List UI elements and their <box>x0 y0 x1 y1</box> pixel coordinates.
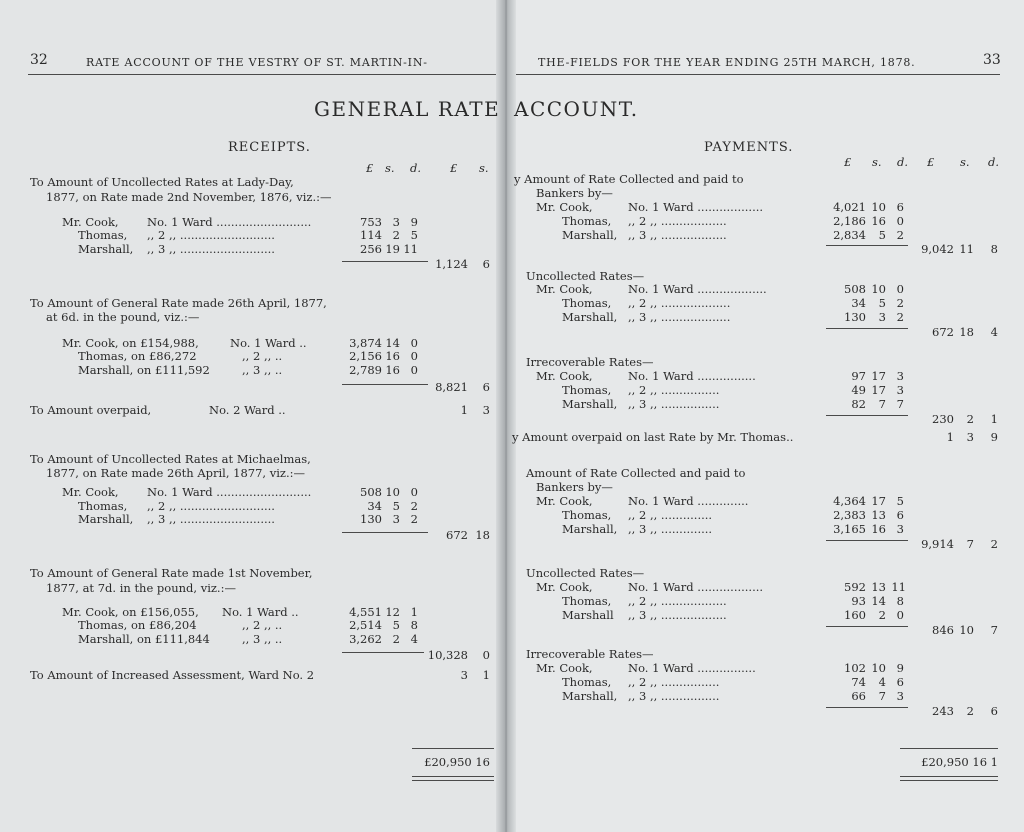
subtotal-shillings: 11 <box>959 242 974 256</box>
row-shillings: 16 <box>385 349 400 363</box>
row-shillings: 14 <box>871 594 886 608</box>
row-name: Mr. Cook, <box>536 369 593 383</box>
header-rule-right <box>516 74 1000 75</box>
row-pence: 0 <box>410 485 418 499</box>
grand-total-rule <box>412 748 494 749</box>
row-pounds: 130 <box>360 512 382 526</box>
col-head-pounds: £ <box>844 155 852 169</box>
subtotal-pence: 7 <box>990 623 998 637</box>
row-name: Mr. Cook, <box>536 200 593 214</box>
row-name: Thomas, <box>78 499 128 513</box>
row-pence: 6 <box>896 508 904 522</box>
row-pence: 0 <box>410 363 418 377</box>
row-shillings: 2 <box>878 608 886 622</box>
subtotal-shillings: 18 <box>475 528 490 542</box>
col-head-total-pounds: £ <box>927 155 935 169</box>
header-rule-left <box>28 74 496 75</box>
title-left-half: GENERAL RATE <box>314 97 501 121</box>
row-ward: No. 1 Ward .................. <box>628 580 764 594</box>
subtotal-shillings: 6 <box>482 380 490 394</box>
row-ward: ,, 2 ,, .................. <box>628 214 727 228</box>
grand-total-double-rule <box>412 776 494 781</box>
subtotal-pounds: 672 <box>446 528 468 542</box>
row-pence: 6 <box>896 675 904 689</box>
row-name: Thomas, <box>562 508 612 522</box>
row-pounds: 82 <box>851 397 866 411</box>
row-shillings: 10 <box>871 200 886 214</box>
subtotal-rule <box>826 245 908 246</box>
row-name: Mr. Cook, <box>536 282 593 296</box>
row-ward: No. 1 Ward .......................... <box>147 215 312 229</box>
col-head-pence: d. <box>410 161 422 175</box>
row-pence: 11 <box>891 580 906 594</box>
row-pence: 9 <box>410 215 418 229</box>
overpaid-label: To Amount overpaid, <box>30 403 152 417</box>
subtotal-rule <box>342 261 428 262</box>
row-ward: ,, 3 ,, .................. <box>628 228 727 242</box>
subtotal-pounds: 846 <box>932 623 954 637</box>
row-ward: No. 1 Ward ................ <box>628 369 756 383</box>
row-pence: 0 <box>896 608 904 622</box>
row-pounds: 2,186 <box>833 214 866 228</box>
row-ward: ,, 3 ,, ................ <box>628 397 720 411</box>
row-name: Marshall, <box>562 397 618 411</box>
row-shillings: 3 <box>392 215 400 229</box>
row-name: Marshall, <box>562 228 618 242</box>
row-pounds: 4,021 <box>833 200 866 214</box>
row-pounds: 2,834 <box>833 228 866 242</box>
row-name: Marshall, <box>78 512 134 526</box>
row-pence: 2 <box>896 296 904 310</box>
row-shillings: 17 <box>871 494 886 508</box>
row-ward: ,, 3 ,, .............. <box>628 522 713 536</box>
title-right-half: ACCOUNT. <box>514 97 639 121</box>
subtotal-pence: 8 <box>990 242 998 256</box>
overpaid-pounds: 1 <box>460 403 468 417</box>
row-ward: ,, 2 ,, .................. <box>628 594 727 608</box>
section-heading: Irrecoverable Rates— <box>526 647 654 661</box>
subtotal-pounds: 10,328 <box>427 648 468 662</box>
overpaid-ward: No. 2 Ward .. <box>209 403 286 417</box>
overpaid-shillings: 3 <box>966 430 974 444</box>
row-shillings: 16 <box>871 214 886 228</box>
increased-assessment-label: To Amount of Increased Assessment, Ward No. 2 <box>30 668 315 682</box>
row-pounds: 592 <box>844 580 866 594</box>
row-ward: No. 1 Ward .......................... <box>147 485 312 499</box>
row-pounds: 508 <box>844 282 866 296</box>
col-head-pounds: £ <box>366 161 374 175</box>
row-pounds: 2,514 <box>349 618 382 632</box>
col-head-pence: d. <box>897 155 909 169</box>
row-ward: ,, 2 ,, .......................... <box>147 499 275 513</box>
col-head-total-pence: d. <box>988 155 1000 169</box>
row-name: Mr. Cook, <box>62 215 119 229</box>
row-pounds: 102 <box>844 661 866 675</box>
subtotal-pounds: 230 <box>932 412 954 426</box>
right-page-number: 33 <box>983 52 1001 68</box>
row-pounds: 3,262 <box>349 632 382 646</box>
subtotal-shillings: 7 <box>966 537 974 551</box>
row-ward: ,, 3 ,, .......................... <box>147 242 275 256</box>
book-gutter <box>496 0 516 832</box>
subtotal-pounds: 672 <box>932 325 954 339</box>
row-ward: No. 1 Ward .............. <box>628 494 749 508</box>
row-pounds: 2,789 <box>349 363 382 377</box>
row-shillings: 4 <box>878 675 886 689</box>
row-name: Mr. Cook, <box>62 485 119 499</box>
overpaid-pence: 9 <box>990 430 998 444</box>
row-pounds: 753 <box>360 215 382 229</box>
right-running-header: THE-FIELDS FOR THE YEAR ENDING 25TH MARCH, 1878. <box>538 56 916 69</box>
subtotal-rule <box>826 415 908 416</box>
row-shillings: 10 <box>871 282 886 296</box>
overpaid-label: y Amount overpaid on last Rate by Mr. Thomas.. <box>512 430 794 444</box>
row-name: Mr. Cook, on £154,988, <box>62 336 199 350</box>
section-heading: Uncollected Rates— <box>526 269 645 283</box>
row-ward: ,, 3 ,, ................... <box>628 310 731 324</box>
row-name: Marshall, <box>562 310 618 324</box>
row-pence: 3 <box>896 689 904 703</box>
row-pounds: 97 <box>851 369 866 383</box>
row-shillings: 17 <box>871 383 886 397</box>
row-pence: 8 <box>896 594 904 608</box>
section-subheading: Bankers by— <box>536 186 613 200</box>
row-name: Mr. Cook, <box>536 580 593 594</box>
row-shillings: 7 <box>878 397 886 411</box>
row-pounds: 4,551 <box>349 605 382 619</box>
row-ward: ,, 2 ,, .. <box>242 618 283 632</box>
subtotal-pence: 4 <box>990 325 998 339</box>
row-pence: 7 <box>896 397 904 411</box>
row-pounds: 2,156 <box>349 349 382 363</box>
row-pence: 11 <box>403 242 418 256</box>
subtotal-rule <box>826 707 908 708</box>
row-ward: No. 1 Ward .. <box>222 605 299 619</box>
row-pence: 0 <box>896 214 904 228</box>
row-pence: 5 <box>896 494 904 508</box>
section-heading: Irrecoverable Rates— <box>526 355 654 369</box>
row-pence: 3 <box>896 383 904 397</box>
section-heading: Uncollected Rates— <box>526 566 645 580</box>
row-name: Thomas, <box>562 675 612 689</box>
row-pence: 0 <box>410 336 418 350</box>
row-name: Mr. Cook, <box>536 494 593 508</box>
col-head-total-pounds: £ <box>450 161 458 175</box>
subtotal-pence: 2 <box>990 537 998 551</box>
row-name: Marshall, on £111,844 <box>78 632 210 646</box>
row-shillings: 2 <box>392 632 400 646</box>
increased-shillings: 1 <box>482 668 490 682</box>
row-pounds: 34 <box>367 499 382 513</box>
row-shillings: 5 <box>878 228 886 242</box>
row-pounds: 93 <box>851 594 866 608</box>
increased-pounds: 3 <box>460 668 468 682</box>
grand-total-double-rule <box>900 776 998 781</box>
row-shillings: 3 <box>392 512 400 526</box>
subtotal-shillings: 6 <box>482 257 490 271</box>
section-subheading: Bankers by— <box>536 480 613 494</box>
row-pounds: 49 <box>851 383 866 397</box>
subtotal-shillings: 2 <box>966 704 974 718</box>
row-pounds: 3,165 <box>833 522 866 536</box>
row-ward: ,, 3 ,, .................. <box>628 608 727 622</box>
row-pence: 3 <box>896 522 904 536</box>
overpaid-shillings: 3 <box>482 403 490 417</box>
row-shillings: 17 <box>871 369 886 383</box>
overpaid-pounds: 1 <box>946 430 954 444</box>
row-shillings: 13 <box>871 508 886 522</box>
row-ward: ,, 3 ,, .. <box>242 632 283 646</box>
row-shillings: 16 <box>871 522 886 536</box>
section-subheading: 1877, on Rate made 2nd November, 1876, viz.:— <box>46 190 332 204</box>
left-running-header: RATE ACCOUNT OF THE VESTRY OF ST. MARTIN-IN- <box>86 56 428 69</box>
row-shillings: 12 <box>385 605 400 619</box>
row-ward: ,, 2 ,, ................ <box>628 675 720 689</box>
subtotal-rule <box>826 540 908 541</box>
row-pence: 2 <box>410 499 418 513</box>
row-pounds: 74 <box>851 675 866 689</box>
row-ward: ,, 2 ,, .. <box>242 349 283 363</box>
row-pounds: 66 <box>851 689 866 703</box>
row-pounds: 508 <box>360 485 382 499</box>
row-pounds: 160 <box>844 608 866 622</box>
row-name: Mr. Cook, on £156,055, <box>62 605 199 619</box>
row-name: Thomas, on £86,272 <box>78 349 197 363</box>
subtotal-pence: 1 <box>990 412 998 426</box>
row-pence: 4 <box>410 632 418 646</box>
row-pence: 1 <box>410 605 418 619</box>
subtotal-shillings: 0 <box>482 648 490 662</box>
row-pence: 5 <box>410 228 418 242</box>
row-pence: 9 <box>896 661 904 675</box>
row-name: Marshall, <box>562 689 618 703</box>
section-heading: To Amount of General Rate made 1st November, <box>30 566 313 580</box>
section-heading: y Amount of Rate Collected and paid to <box>514 172 744 186</box>
row-ward: ,, 3 ,, .......................... <box>147 512 275 526</box>
row-name: Thomas, <box>562 594 612 608</box>
row-pence: 2 <box>896 228 904 242</box>
section-heading: To Amount of Uncollected Rates at Michaelmas, <box>30 452 311 466</box>
row-pence: 8 <box>410 618 418 632</box>
row-name: Marshall, <box>562 522 618 536</box>
row-ward: ,, 3 ,, .. <box>242 363 283 377</box>
row-pounds: 2,383 <box>833 508 866 522</box>
subtotal-rule <box>342 652 424 653</box>
row-shillings: 3 <box>878 310 886 324</box>
row-shillings: 14 <box>385 336 400 350</box>
payments-grand-total: £20,950 16 1 <box>921 755 998 769</box>
row-name: Marshall, <box>78 242 134 256</box>
row-pounds: 4,364 <box>833 494 866 508</box>
section-subheading: at 6d. in the pound, viz.:— <box>46 310 200 324</box>
row-name: Thomas, <box>78 228 128 242</box>
col-head-total-shillings: s. <box>479 161 489 175</box>
section-heading: To Amount of General Rate made 26th April, 1877, <box>30 296 327 310</box>
subtotal-rule <box>826 626 908 627</box>
section-subheading: 1877, at 7d. in the pound, viz.:— <box>46 581 236 595</box>
row-shillings: 5 <box>392 499 400 513</box>
col-head-shillings: s. <box>385 161 395 175</box>
row-name: Mr. Cook, <box>536 661 593 675</box>
subtotal-rule <box>342 532 428 533</box>
row-ward: ,, 2 ,, .......................... <box>147 228 275 242</box>
payments-heading: PAYMENTS. <box>704 140 794 155</box>
row-pence: 2 <box>410 512 418 526</box>
row-pence: 3 <box>896 369 904 383</box>
receipts-grand-total: £20,950 16 <box>424 755 490 769</box>
row-shillings: 2 <box>392 228 400 242</box>
subtotal-shillings: 10 <box>959 623 974 637</box>
subtotal-pounds: 9,914 <box>921 537 954 551</box>
row-shillings: 16 <box>385 363 400 377</box>
row-pounds: 3,874 <box>349 336 382 350</box>
section-heading: Amount of Rate Collected and paid to <box>526 466 746 480</box>
row-ward: No. 1 Ward .. <box>230 336 307 350</box>
row-pence: 6 <box>896 200 904 214</box>
row-ward: ,, 3 ,, ................ <box>628 689 720 703</box>
col-head-total-shillings: s. <box>960 155 970 169</box>
row-name: Thomas, <box>562 214 612 228</box>
receipts-heading: RECEIPTS. <box>228 140 311 155</box>
subtotal-pounds: 243 <box>932 704 954 718</box>
subtotal-pounds: 1,124 <box>435 257 468 271</box>
subtotal-pence: 6 <box>990 704 998 718</box>
row-name: Marshall, on £111,592 <box>78 363 210 377</box>
section-heading: To Amount of Uncollected Rates at Lady-Day, <box>30 175 294 189</box>
row-shillings: 13 <box>871 580 886 594</box>
subtotal-pounds: 9,042 <box>921 242 954 256</box>
grand-total-rule <box>900 748 998 749</box>
subtotal-shillings: 2 <box>966 412 974 426</box>
row-ward: ,, 2 ,, ................... <box>628 296 731 310</box>
row-shillings: 7 <box>878 689 886 703</box>
row-name: Thomas, <box>562 296 612 310</box>
row-pence: 0 <box>896 282 904 296</box>
row-name: Thomas, on £86,204 <box>78 618 197 632</box>
subtotal-rule <box>826 328 908 329</box>
left-page-number: 32 <box>30 52 48 68</box>
subtotal-shillings: 18 <box>959 325 974 339</box>
row-pence: 2 <box>896 310 904 324</box>
row-pounds: 130 <box>844 310 866 324</box>
row-ward: No. 1 Ward ................... <box>628 282 767 296</box>
row-ward: No. 1 Ward ................ <box>628 661 756 675</box>
row-name: Thomas, <box>562 383 612 397</box>
row-ward: ,, 2 ,, ................ <box>628 383 720 397</box>
row-pounds: 256 <box>360 242 382 256</box>
subtotal-rule <box>342 384 428 385</box>
subtotal-pounds: 8,821 <box>435 380 468 394</box>
row-name: Marshall <box>562 608 614 622</box>
row-pounds: 114 <box>360 228 382 242</box>
col-head-shillings: s. <box>872 155 882 169</box>
row-ward: ,, 2 ,, .............. <box>628 508 713 522</box>
row-pence: 0 <box>410 349 418 363</box>
row-shillings: 19 <box>385 242 400 256</box>
row-shillings: 5 <box>392 618 400 632</box>
row-shillings: 5 <box>878 296 886 310</box>
row-shillings: 10 <box>871 661 886 675</box>
row-ward: No. 1 Ward .................. <box>628 200 764 214</box>
row-pounds: 34 <box>851 296 866 310</box>
row-shillings: 10 <box>385 485 400 499</box>
section-subheading: 1877, on Rate made 26th April, 1877, viz.:— <box>46 466 305 480</box>
